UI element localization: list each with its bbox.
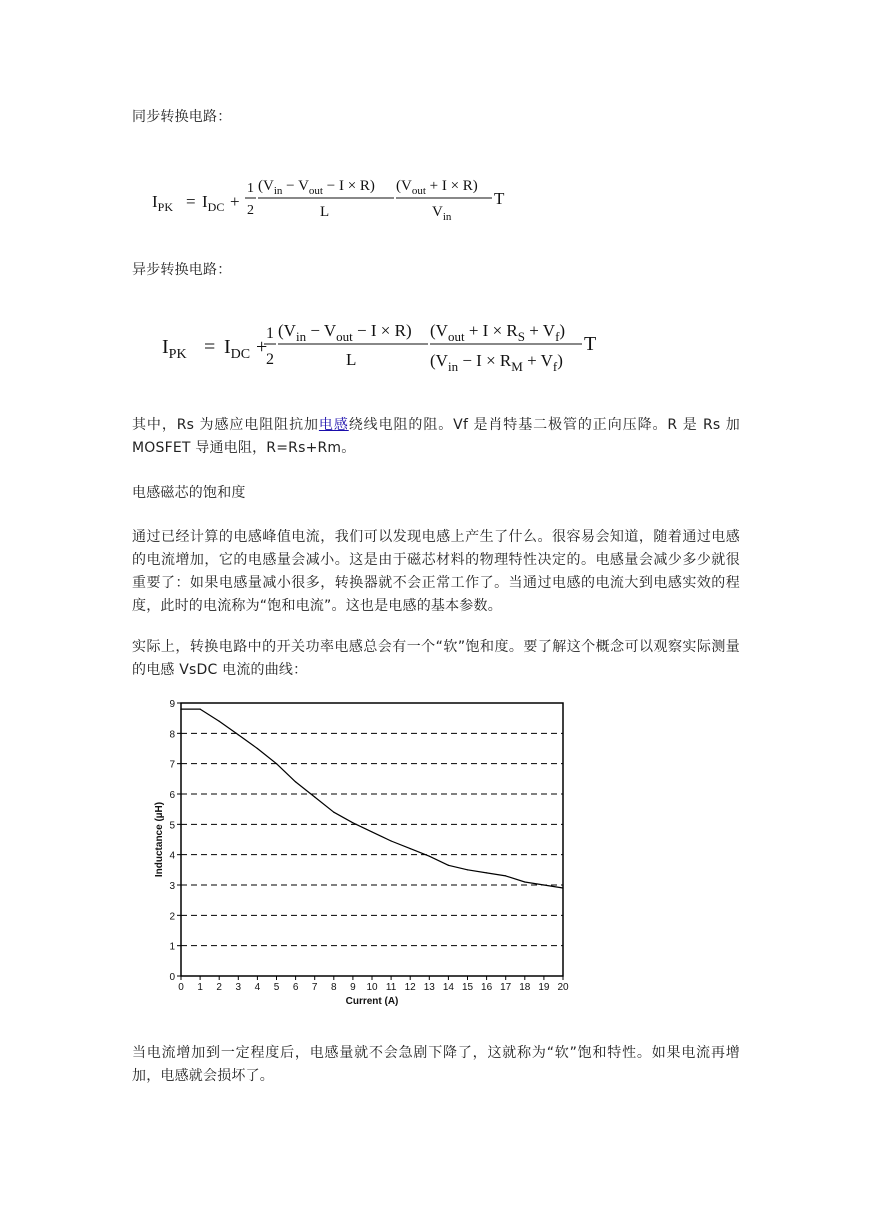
x-tick-label-18: 18 bbox=[519, 982, 531, 993]
formula-sync-plus: + bbox=[230, 192, 240, 211]
y-tick-label-8: 8 bbox=[169, 729, 175, 741]
y-tick-label-7: 7 bbox=[169, 759, 175, 771]
formula-async-idc: $I_{DC}$ bbox=[224, 336, 251, 362]
paragraph-soft-saturation: 实际上，转换电路中的开关功率电感总会有一个“软”饱和度。要了解这个概念可以观察实际测量的电感 VsDC 电流的曲线： bbox=[132, 639, 740, 678]
data-point-0-6 bbox=[295, 781, 296, 782]
formula-async-eq: = bbox=[204, 336, 216, 358]
chart-svg bbox=[150, 695, 580, 1007]
paragraph-rs-definition bbox=[132, 414, 740, 460]
data-point-0-4 bbox=[257, 748, 258, 749]
data-point-0-19 bbox=[543, 884, 544, 885]
plot-frame bbox=[181, 703, 563, 976]
formula-sync bbox=[150, 168, 520, 230]
data-point-0-7 bbox=[314, 796, 315, 797]
formula-sync-num1: $(V_{in} - V_{out} - I \times R)$ bbox=[258, 178, 375, 197]
data-point-0-8 bbox=[333, 812, 334, 813]
formula-sync-half-den: 2 bbox=[247, 203, 254, 218]
y-tick-label-2: 2 bbox=[169, 911, 175, 923]
x-tick-label-3: 3 bbox=[235, 982, 242, 993]
x-tick-label-8: 8 bbox=[331, 982, 337, 993]
formula-async-plus: + bbox=[256, 336, 268, 358]
x-tick-label-16: 16 bbox=[481, 982, 493, 993]
x-tick-label-0: 0 bbox=[178, 982, 184, 993]
formula-sync-eq: = bbox=[186, 192, 196, 211]
formula-async-half-num: 1 bbox=[266, 325, 274, 342]
x-tick-label-17: 17 bbox=[500, 982, 512, 993]
series-line-0 bbox=[181, 709, 563, 888]
formula-async-num2: $(V_{out} + I \times R_S + V_f)$ bbox=[430, 321, 566, 344]
y-tick-label-5: 5 bbox=[169, 820, 175, 832]
x-tick-label-20: 20 bbox=[557, 982, 569, 993]
inductance-vs-current-chart bbox=[150, 695, 580, 1007]
y-tick-label-3: 3 bbox=[169, 881, 175, 892]
data-point-0-14 bbox=[448, 865, 449, 866]
x-tick-label-7: 7 bbox=[311, 982, 318, 993]
x-tick-label-4: 4 bbox=[254, 982, 261, 993]
data-point-0-2 bbox=[219, 721, 220, 722]
data-point-0-12 bbox=[410, 848, 411, 849]
data-point-0-18 bbox=[524, 881, 525, 882]
data-point-0-0 bbox=[180, 708, 181, 709]
x-tick-label-1: 1 bbox=[197, 982, 203, 993]
formula-sync-num2: $(V_{out} + I \times R)$ bbox=[396, 178, 478, 197]
data-point-0-17 bbox=[505, 875, 506, 876]
data-point-0-13 bbox=[429, 856, 430, 857]
data-point-0-5 bbox=[276, 763, 277, 764]
formula-async bbox=[160, 312, 610, 382]
x-tick-label-9: 9 bbox=[350, 982, 356, 993]
data-point-0-20 bbox=[562, 887, 563, 888]
data-point-0-1 bbox=[200, 708, 201, 709]
formula-sync-den1: L bbox=[320, 204, 330, 220]
y-tick-label-6: 6 bbox=[169, 790, 175, 801]
y-tick-label-1: 1 bbox=[169, 941, 175, 953]
y-tick-label-9: 9 bbox=[169, 699, 175, 710]
heading-sync-circuit: 同步转换电路： bbox=[132, 109, 232, 125]
formula-sync-idc: $I_{DC}$ bbox=[202, 192, 225, 214]
x-axis-label: Current (A) bbox=[345, 996, 399, 1007]
x-tick-label-6: 6 bbox=[292, 982, 299, 993]
formula-async-lhs: $I_{PK}$ bbox=[162, 336, 187, 362]
x-tick-label-5: 5 bbox=[273, 982, 280, 993]
formula-async-t: T bbox=[584, 333, 597, 355]
x-tick-label-2: 2 bbox=[216, 982, 222, 993]
paragraph-soft-saturation-conclusion: 当电流增加到一定程度后，电感量就不会急剧下降了，这就称为“软”饱和特性。如果电流再增加，电感就会损坏了。 bbox=[132, 1045, 740, 1084]
x-tick-label-10: 10 bbox=[366, 982, 378, 993]
p1-text-before: 其中，Rs 为感应电阻阻抗加 bbox=[132, 417, 319, 433]
data-point-0-3 bbox=[238, 734, 239, 735]
x-tick-label-15: 15 bbox=[461, 982, 474, 993]
formula-async-num1: $(V_{in} - V_{out} - I \times R)$ bbox=[278, 321, 412, 344]
formula-sync-den2: $V_{in}$ bbox=[432, 204, 452, 223]
x-tick-label-11: 11 bbox=[385, 982, 397, 993]
inductor-link[interactable]: 电感 bbox=[318, 417, 349, 433]
data-point-0-9 bbox=[352, 822, 353, 823]
y-tick-label-0: 0 bbox=[169, 972, 175, 983]
paragraph-saturation-explanation: 通过已经计算的电感峰值电流，我们可以发现电感上产生了什么。很容易会知道，随着通过电感的电流增加，它的电感量会减小。这是由于磁芯材料的物理特性决定的。电感量会减少多少就很重要了：如果电感量减小很多，转换器就不会正常工作了。当通过电感的电流大到电感实效的程度，此时的电流称为“饱和电流”。这也是电感的基本参数。 bbox=[132, 529, 740, 614]
section-title-saturation: 电感磁芯的饱和度 bbox=[132, 485, 246, 501]
formula-sync-lhs: $I_{PK}$ bbox=[152, 192, 174, 214]
formula-async-den1: L bbox=[346, 350, 357, 369]
y-axis-label: Inductance (µH) bbox=[154, 801, 165, 878]
data-point-0-11 bbox=[391, 840, 392, 841]
data-point-0-15 bbox=[467, 869, 468, 870]
formula-async-den2: $(V_{in} - I \times R_M + V_f)$ bbox=[430, 351, 563, 374]
data-point-0-10 bbox=[371, 831, 372, 832]
heading-async-circuit: 异步转换电路： bbox=[132, 262, 232, 278]
x-tick-label-14: 14 bbox=[442, 982, 454, 993]
y-tick-label-4: 4 bbox=[169, 850, 175, 862]
x-tick-label-19: 19 bbox=[538, 982, 550, 993]
x-tick-label-12: 12 bbox=[404, 982, 416, 993]
formula-async-half-den: 2 bbox=[266, 351, 274, 368]
p1-text-after: 绕线电阻的阻。Vf 是肖特基二极管的正向压降。R 是 Rs 加 MOSFET 导通电阻，R=Rs+Rm。 bbox=[132, 417, 740, 456]
data-point-0-16 bbox=[486, 872, 487, 873]
x-tick-label-13: 13 bbox=[423, 982, 435, 993]
formula-sync-half-num: 1 bbox=[247, 181, 254, 196]
formula-sync-t: T bbox=[494, 189, 505, 208]
